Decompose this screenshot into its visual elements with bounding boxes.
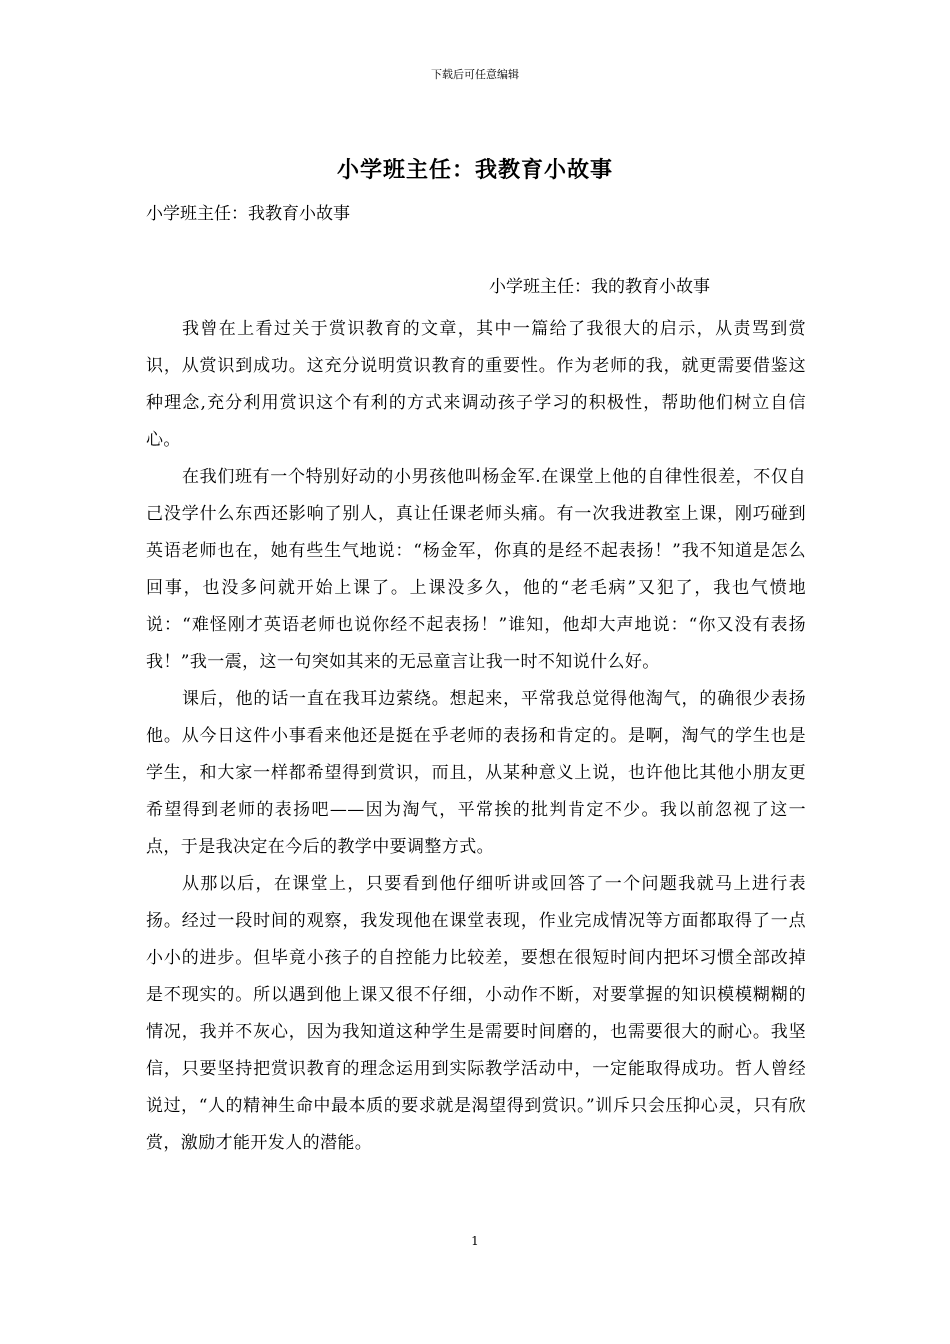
paragraph: 我曾在上看过关于赏识教育的文章，其中一篇给了我很大的启示，从责骂到赏识，从赏识到成功。这充分说明赏识教育的重要性。作为老师的我，就更需要借鉴这种理念,充分利用赏识这个有利的方式来调动孩子学习的积极性，帮助他们树立自信心。: [146, 319, 806, 450]
document-title: 小学班主任：我教育小故事: [336, 157, 613, 183]
page-number: 1: [471, 1234, 479, 1248]
paragraph: 在我们班有一个特别好动的小男孩他叫杨金军.在课堂上他的自律性很差，不仅自己没学什么东西还影响了别人，真让任课老师头痛。有一次我进教室上课，刚巧碰到英语老师也在，她有些生气地说：“杨金军，你真的是经不起表扬！”我不知道是怎么回事，也没多问就开始上课了。上课没多久，他的“老毛病”又犯了，我也气愤地说：“难怪刚才英语老师也说你经不起表扬！”谁知，他却大声地说：“你又没有表扬我！”我一震，这一句突如其来的无忌童言让我一时不知说什么好。: [146, 467, 806, 672]
paragraph: 从那以后，在课堂上，只要看到他仔细听讲或回答了一个问题我就马上进行表扬。经过一段时间的观察，我发现他在课堂表现，作业完成情况等方面都取得了一点小小的进步。但毕竟小孩子的自控能力比较差，要想在很短时间内把坏习惯全部改掉是不现实的。所以遇到他上课又很不仔细，小动作不断，对要掌握的知识模模糊糊的情况，我并不灰心，因为我知道这种学生是需要时间磨的，也需要很大的耐心。我坚信，只要坚持把赏识教育的理念运用到实际教学活动中，一定能取得成功。哲人曾经说过，“人的精神生命中最本质的要求就是渴望得到赏识。”训斥只会压抑心灵，只有欣赏，激励才能开发人的潜能。: [146, 874, 806, 1153]
header-note: 下载后可任意编辑: [431, 68, 519, 81]
body-text: [146, 311, 806, 1162]
paragraph: 课后，他的话一直在我耳边萦绕。想起来，平常我总觉得他淘气，的确很少表扬他。从今日这件小事看来他还是挺在乎老师的表扬和肯定的。是啊，淘气的学生也是学生，和大家一样都希望得到赏识，而且，从某种意义上说，也许他比其他小朋友更希望得到老师的表扬吧——因为淘气，平常挨的批判肯定不少。我以前忽视了这一点，于是我决定在今后的教学中要调整方式。: [146, 689, 806, 857]
section-heading: 小学班主任：我的教育小故事: [489, 277, 710, 297]
document-subtitle: 小学班主任：我教育小故事: [146, 204, 350, 224]
